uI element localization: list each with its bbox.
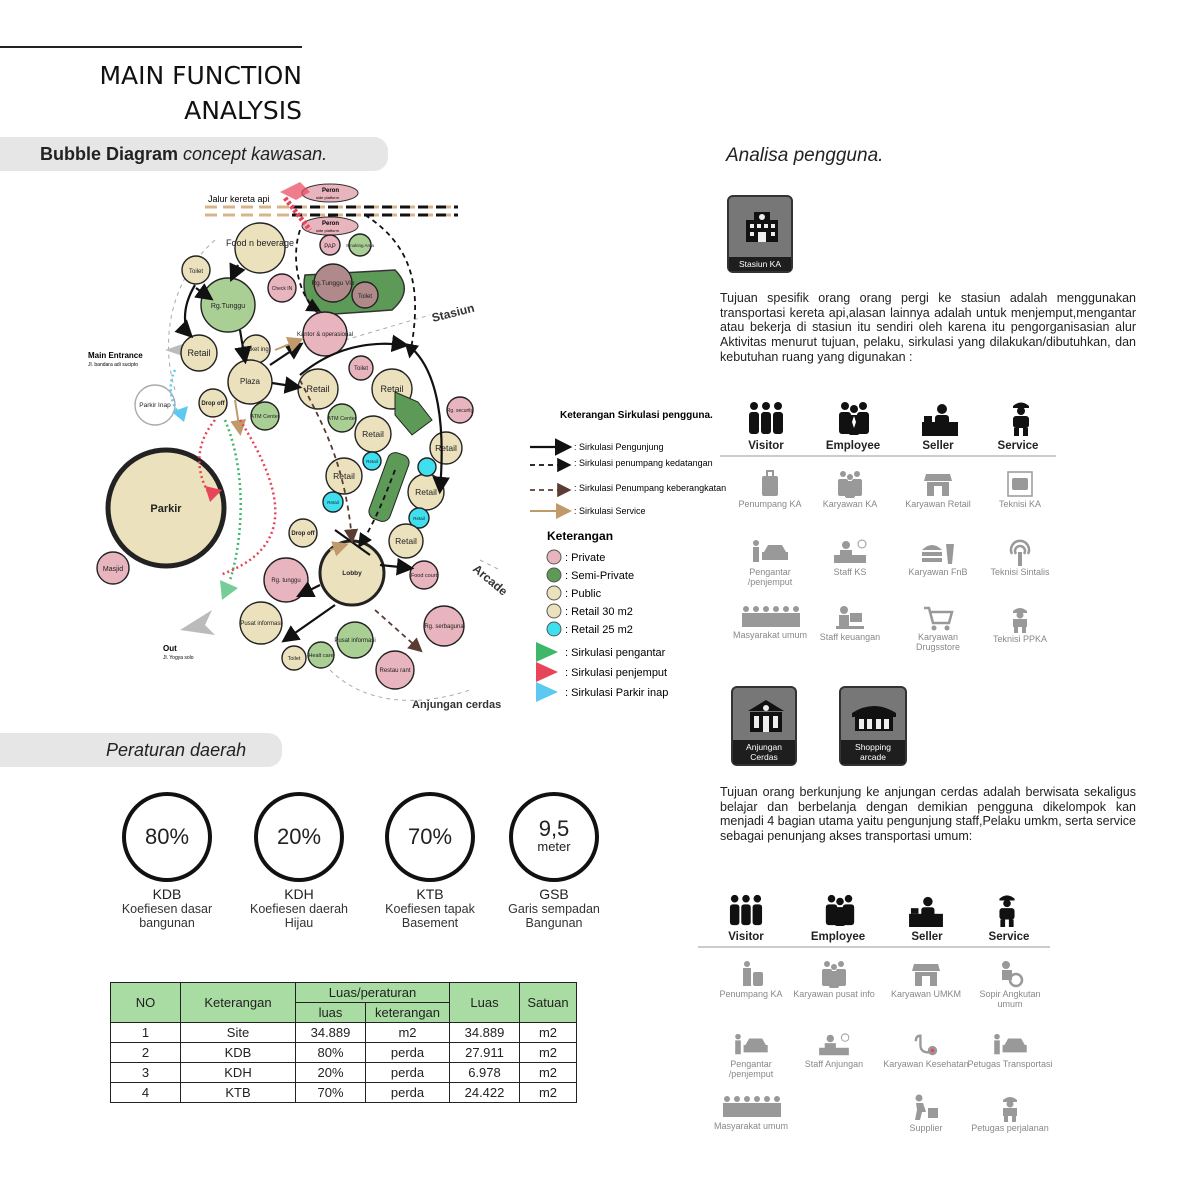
gauge-ktb-code: KTB: [416, 886, 444, 902]
label-rg-tunggu: Rg.Tunggu: [210, 303, 246, 310]
item2-penumpang-ka: Penumpang KA: [708, 960, 794, 1000]
legend-swatch-private: [547, 550, 561, 564]
cell: 80%: [296, 1043, 366, 1063]
table-row: [111, 1023, 577, 1043]
item2-sopir: Sopir Angkutan umum: [967, 960, 1053, 1009]
legend-arrow-penjemput: [536, 662, 558, 682]
main-entrance-sub: Jl. bandara adi sucipto: [88, 362, 139, 368]
label-dropoff-1: Drop off: [201, 401, 225, 407]
visitor-icon: [746, 400, 786, 436]
gauge-ktb-circle: 70%: [385, 792, 475, 882]
label-retail-6: Retail: [333, 471, 355, 481]
title-line-2: ANALYSIS: [184, 96, 302, 125]
bubble-diagram-banner: [0, 137, 388, 171]
th-luas-peraturan: Luas/peraturan: [296, 983, 450, 1003]
legend-pengantar: : Sirkulasi pengantar: [565, 647, 666, 659]
out-sub: Jl. Yogya solo: [163, 655, 194, 661]
sirkulasi-heading: [560, 410, 713, 421]
train-icon: [1006, 470, 1034, 498]
cell: m2: [520, 1083, 577, 1103]
cell: 70%: [296, 1083, 366, 1103]
visitor-icon-2: [726, 893, 766, 927]
gauge-ktb: [365, 792, 495, 930]
luggage-icon: [758, 470, 782, 498]
health-icon: [911, 1032, 941, 1058]
label-rg-tunggu-2: Rg. tunggu: [271, 578, 301, 584]
store-icon-2: [912, 960, 940, 988]
label-retail-2: Retail: [306, 384, 330, 394]
label-retail-4: Retail: [362, 429, 384, 439]
gauge-gsb: [489, 792, 619, 930]
employee-icon: [836, 400, 872, 436]
gauge-kdh: [234, 792, 364, 930]
gauge-kdh-desc-1: Koefiesen daerah: [250, 902, 348, 916]
th-no: NO: [111, 983, 181, 1023]
keterangan-legend: [536, 550, 668, 702]
group-divider-1: [720, 455, 1056, 457]
stasiun-ka-card: [727, 195, 793, 273]
gauge-gsb-circle: [509, 792, 599, 882]
item-karyawan-drugsstore: Karyawan Drugsstore: [895, 605, 981, 652]
legend-swatch-public: [547, 586, 561, 600]
technician-icon: [1009, 605, 1031, 633]
station-icon: [742, 206, 782, 246]
gauge-gsb-value: 9,5: [538, 816, 570, 841]
label-atm-1: ATM Center: [250, 414, 280, 420]
label-retail-3: Retail: [380, 384, 404, 394]
label-parkir: Parkir: [150, 503, 182, 515]
pengantar-arrowhead: [220, 580, 238, 600]
item-karyawan-ka: Karyawan KA: [807, 470, 893, 510]
item2-supplier: Supplier: [883, 1094, 969, 1134]
crowd-icon-2: [721, 1094, 781, 1120]
legend-pengunjung: : Sirkulasi Pengunjung: [574, 442, 664, 452]
driver-icon: [996, 960, 1024, 988]
keterangan-heading: Keterangan: [547, 529, 614, 543]
cell: KTB: [181, 1083, 296, 1103]
cell: 3: [111, 1063, 181, 1083]
seller-icon-2: [906, 895, 946, 927]
officer-car-icon: [990, 1032, 1030, 1058]
staff-icon: [836, 470, 864, 498]
th-keterangan: Keterangan: [181, 983, 296, 1023]
label-restaurant: Restau rant: [379, 668, 411, 674]
item-teknisi-ppka: Teknisi PPKA: [977, 605, 1063, 645]
legend-keberangkatan: : Sirkulasi Penumpang keberangkatan: [574, 483, 727, 493]
legend-arrow-parkir-inap: [536, 682, 558, 702]
analisa-paragraph-1: Tujuan spesifik orang orang pergi ke stasiun adalah menggunakan transportasi kereta api,alasan lainnya adalah untuk menjemput,mengantar atau bekerja di stasiun itu sendiri oleh karena itu pengorganisasian alur Aktivitas menurut tujuan, pelaku, sirkulasi yang dilakukan/dibutuhkan, dan kebutuhan ruang yang digunakan :: [720, 291, 1136, 364]
legend-service: : Sirkulasi Service: [574, 506, 646, 516]
label-parkir-inap: Parkir Inap: [139, 402, 171, 409]
cell: m2: [366, 1023, 450, 1043]
legend-penjemput: : Sirkulasi penjemput: [565, 667, 668, 679]
bubble-peron-2-label: Peron: [322, 221, 340, 227]
cell: 6.978: [450, 1063, 520, 1083]
label-atm-2: ATM Center: [327, 416, 357, 422]
desk-staff-icon-2: [814, 1032, 854, 1058]
group-employee-1: Employee: [825, 440, 881, 452]
cell: 2: [111, 1043, 181, 1063]
bubble-peron-1-label: Peron: [322, 188, 340, 194]
peraturan-table: [110, 982, 577, 1103]
label-ticketing: Ticket ing: [243, 347, 269, 353]
label-retail-5: Retail: [435, 443, 457, 453]
item-pengantar: Pengantar /penjemput: [727, 538, 813, 587]
fastfood-icon: [918, 538, 958, 566]
bubble-peron-1-sub: side platform: [316, 195, 339, 200]
desk-staff-icon: [830, 538, 870, 566]
gauge-gsb-desc-2: Bangunan: [525, 916, 583, 930]
employee-icon-2: [822, 893, 858, 927]
service-icon-2: [994, 893, 1020, 927]
cell: 34.889: [296, 1023, 366, 1043]
analisa-heading: Analisa pengguna.: [726, 145, 884, 166]
legend-parkir-inap: : Sirkulasi Parkir inap: [565, 687, 669, 699]
conductor-icon: [999, 1094, 1021, 1122]
shopping-arcade-label: Shopping arcade: [841, 740, 905, 764]
legend-arrow-pengantar: [536, 642, 558, 662]
bubble-peron-2-sub: side platform: [316, 228, 339, 233]
crowd-icon: [740, 605, 800, 629]
group-seller-1: Seller: [922, 440, 954, 452]
peraturan-banner: Peraturan daerah: [0, 733, 282, 767]
bubble-retail-s4: [418, 458, 436, 476]
label-pap: PAP: [324, 244, 336, 250]
cell: 20%: [296, 1063, 366, 1083]
item-karyawan-retail: Karyawan Retail: [895, 470, 981, 510]
item2-staff-anjungan: Staff Anjungan: [791, 1032, 877, 1070]
label-retail-s3: Retail: [413, 516, 425, 521]
label-smoking: Smoking Area: [345, 243, 375, 248]
item2-karyawan-umkm: Karyawan UMKM: [883, 960, 969, 1000]
item2-pengantar: Pengantar /penjemput: [708, 1032, 794, 1079]
sirkulasi-heading-text: Keterangan Sirkulasi pengguna.: [560, 410, 713, 421]
gauge-kdb: [102, 792, 232, 930]
group-divider-2: [698, 946, 1050, 948]
item-staff-ks: Staff KS: [807, 538, 893, 578]
item2-petugas-perjalanan: Petugas perjalanan: [967, 1094, 1053, 1134]
computer-staff-icon: [834, 605, 866, 631]
label-pusat-info-1: Pusat informasi: [240, 621, 282, 627]
item-teknisi-ka: Teknisi KA: [977, 470, 1063, 510]
th-luas-sub: luas: [296, 1003, 366, 1023]
cell: Site: [181, 1023, 296, 1043]
gauge-kdh-circle: 20%: [254, 792, 344, 882]
seller-icon: [920, 402, 960, 436]
anjungan-cerdas-card: [731, 686, 797, 766]
label-pusat-info-2: Pusat informasi: [334, 638, 376, 644]
bubble-heading-italic: concept kawasan.: [183, 144, 328, 164]
gauge-gsb-desc-1: Garis sempadan: [508, 902, 600, 916]
label-rg-serbaguna: Rg. serbaguna: [424, 624, 464, 630]
label-retail-7: Retail: [415, 487, 437, 497]
label-retail-s2: Retail: [327, 500, 339, 505]
table-row: [111, 1043, 577, 1063]
gauge-ktb-desc-1: Koefiesen tapak: [385, 902, 475, 916]
gauge-gsb-unit: meter: [537, 839, 571, 854]
label-plaza: Plaza: [239, 377, 261, 386]
staff-icon-2: [820, 960, 848, 988]
gauge-kdb-desc-2: bangunan: [139, 916, 195, 930]
label-lobby: Lobby: [342, 570, 362, 577]
bubble-diagram: [0, 170, 727, 730]
title-rule: [0, 46, 302, 48]
item2-masyarakat: Masyarakat umum: [708, 1094, 794, 1132]
group-seller-2: Seller: [911, 931, 943, 943]
item-masyarakat: Masyarakat umum: [727, 605, 813, 641]
group-service-1: Service: [997, 440, 1039, 452]
label-dropoff-2: Drop off: [291, 531, 315, 537]
cell: m2: [520, 1023, 577, 1043]
item-staff-keuangan: Staff keuangan: [807, 605, 893, 643]
label-toilet-2: Toilet: [357, 294, 373, 300]
label-food-court: Food court: [410, 573, 438, 579]
rail-tracks: [205, 207, 458, 215]
cell: m2: [520, 1063, 577, 1083]
group-visitor-1: Visitor: [748, 440, 784, 452]
label-check-in: Check IN: [271, 286, 293, 292]
th-satuan: Satuan: [520, 983, 577, 1023]
cell: 27.911: [450, 1043, 520, 1063]
gauge-kdh-desc-2: Hijau: [284, 916, 314, 930]
gauge-kdb-code: KDB: [152, 886, 182, 902]
label-food: Food n beverage: [225, 238, 295, 248]
legend-swatch-retail-25: [547, 622, 561, 636]
item2-petugas-transportasi: Petugas Transportasi: [967, 1032, 1053, 1070]
gauge-ktb-desc-2: Basement: [401, 916, 459, 930]
th-luas: Luas: [450, 983, 520, 1023]
label-masjid: Masjid: [102, 566, 124, 573]
item-teknisi-sintalis: Teknisi Sintalis: [977, 538, 1063, 578]
main-entrance-label: Main Entrance: [88, 351, 143, 360]
table-row: [111, 1063, 577, 1083]
item-karyawan-fnb: Karyawan FnB: [895, 538, 981, 578]
legend-private: : Private: [565, 552, 606, 564]
label-vip: Rg.Tunggu Vip: [311, 280, 355, 287]
label-toilet-1: Toilet: [188, 269, 204, 275]
legend-swatch-semi-private: [547, 568, 561, 582]
th-keterangan-sub: keterangan: [366, 1003, 450, 1023]
label-toilet-3: Toilet: [353, 366, 369, 372]
anjungan-cerdas-label: Anjungan Cerdas: [733, 740, 795, 764]
cell: m2: [520, 1043, 577, 1063]
label-retail-8: Retail: [395, 536, 417, 546]
gauge-gsb-code: GSB: [539, 886, 569, 902]
bubble-group: [97, 223, 476, 689]
rail-label: Jalur kereta api: [208, 194, 270, 204]
table-row: [111, 1083, 577, 1103]
anjungan-icon: [746, 697, 786, 735]
cell: 24.422: [450, 1083, 520, 1103]
cell: perda: [366, 1083, 450, 1103]
user-items-1: [727, 470, 1067, 670]
service-icon: [1008, 400, 1034, 436]
cell: 1: [111, 1023, 181, 1043]
cell: KDB: [181, 1043, 296, 1063]
cell: 34.889: [450, 1023, 520, 1043]
legend-retail-30: : Retail 30 m2: [565, 606, 633, 618]
legend-retail-25: : Retail 25 m2: [565, 624, 633, 636]
car-pickup-icon: [750, 538, 790, 566]
cart-icon: [922, 605, 954, 631]
label-retail-1: Retail: [187, 348, 211, 358]
bubble-heading-bold: Bubble Diagram: [40, 144, 179, 164]
cell: perda: [366, 1043, 450, 1063]
analisa-paragraph-2: Tujuan orang berkunjung ke anjungan cerdas adalah berwisata sekaligus belajar dan berbelanja dengan demikian pengguna dikelompok kan menjadi 4 bagian utama yaitu pengunjung staff,Pelaku umkm, serta service sebagai penunjang akses transportasi umum:: [720, 785, 1136, 844]
label-security: Rg. security: [446, 408, 474, 414]
page-title: [30, 58, 302, 128]
legend-swatch-retail-30: [547, 604, 561, 618]
label-health: Healt care: [308, 653, 334, 659]
label-retail-s1: Retail: [366, 459, 378, 464]
bubble-food: [235, 223, 285, 273]
group-employee-2: Employee: [810, 931, 866, 943]
supplier-icon: [910, 1094, 942, 1122]
gauge-kdb-circle: 80%: [122, 792, 212, 882]
label-toilet-4: Toilet: [287, 656, 301, 662]
group-visitor-2: Visitor: [728, 931, 764, 943]
ramp-1: [395, 392, 432, 435]
shopping-arcade-card: [839, 686, 907, 766]
traveller-icon: [737, 960, 765, 988]
stasiun-ka-label: Stasiun KA: [729, 257, 791, 271]
arcade-icon: [852, 697, 896, 735]
legend-semi-private: : Semi-Private: [565, 570, 635, 582]
legend-public: : Public: [565, 588, 602, 600]
item2-karyawan-pusat-info: Karyawan pusat info: [791, 960, 877, 1000]
legend-kedatangan: : Sirkulasi penumpang kedatangan: [574, 458, 713, 468]
zone-arcade: Arcade: [470, 561, 511, 599]
out-arrow-icon: [180, 610, 215, 635]
group-service-2: Service: [988, 931, 1030, 943]
title-line-1: MAIN FUNCTION: [99, 61, 302, 90]
out-label: Out: [163, 644, 177, 653]
user-items-2: [708, 960, 1068, 1150]
signal-icon: [1006, 538, 1034, 566]
car-pickup-icon-2: [731, 1032, 771, 1058]
gauge-kdh-code: KDH: [284, 886, 314, 902]
cell: 4: [111, 1083, 181, 1103]
gauge-kdb-desc-1: Koefiesen dasar: [121, 902, 213, 916]
cell: KDH: [181, 1063, 296, 1083]
zone-stasiun: Stasiun: [430, 300, 476, 325]
zone-anjungan: Anjungan cerdas: [412, 699, 502, 711]
item-penumpang-ka: Penumpang KA: [727, 470, 813, 510]
cell: perda: [366, 1063, 450, 1083]
store-icon: [924, 470, 952, 498]
label-kantor: Kantor & operasional: [296, 332, 354, 338]
item2-karyawan-kesehatan: Karyawan Kesehatan: [883, 1032, 969, 1070]
